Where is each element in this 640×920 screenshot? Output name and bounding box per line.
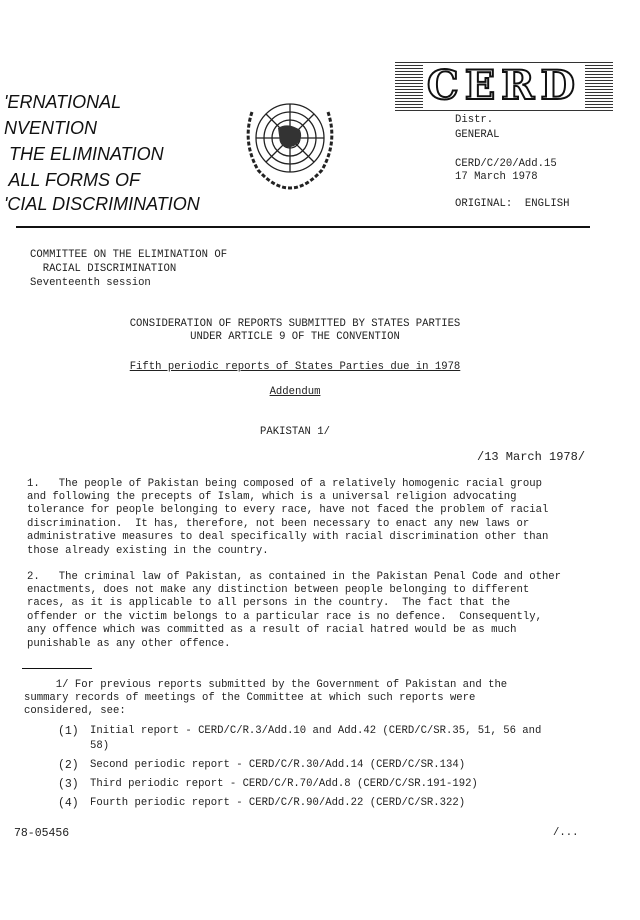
committee-line: RACIAL DISCRIMINATION: [30, 263, 177, 275]
footnote-item-number: (4): [58, 797, 79, 810]
header-divider: [16, 226, 590, 228]
text-line: and following the precepts of Islam, which is a universal religion advocating: [27, 491, 517, 503]
text-line: 1/ For previous reports submitted by the Government of Pakistan and the: [24, 679, 508, 691]
convention-title-line: ALL FORMS OF: [4, 170, 141, 190]
text-line: enactments, does not make any distinction between people belonging to different: [27, 584, 530, 596]
committee-line: COMMITTEE ON THE ELIMINATION OF: [30, 249, 228, 261]
cerd-logo: CERD: [395, 60, 613, 112]
text-line: any offence which was committed as a result of racial hatred would be as much: [27, 624, 517, 636]
text-line: discrimination. It has, therefore, not been necessary to enact any new laws or: [27, 518, 530, 530]
text-line: 2. The criminal law of Pakistan, as contained in the Pakistan Penal Code and other: [27, 571, 562, 583]
addendum-label: Addendum: [269, 386, 321, 398]
footnote-item-text: Second periodic report - CERD/C/R.30/Add.14 (CERD/C/SR.134): [90, 759, 466, 771]
footnote-item-number: (1): [58, 725, 79, 738]
footnote-item-text: 58): [90, 740, 110, 752]
text-line: summary records of meetings of the Committee at which such reports were: [24, 692, 476, 704]
text-line: considered, see:: [24, 705, 126, 717]
distribution-label: Distr.: [455, 114, 494, 126]
report-date: /13 March 1978/: [477, 450, 586, 464]
session-line: Seventeenth session: [30, 277, 151, 289]
convention-title-line: 'CIAL DISCRIMINATION: [4, 194, 200, 214]
convention-title-line: 'ERNATIONAL: [4, 92, 122, 112]
country-heading: PAKISTAN 1/: [260, 426, 330, 438]
document-symbol: CERD/C/20/Add.15: [455, 158, 557, 170]
footnote-item-text: Third periodic report - CERD/C/R.70/Add.8 (CERD/C/SR.191-192): [90, 778, 478, 790]
text-line: punishable as any other offence.: [27, 638, 231, 650]
footnote-item-number: (3): [58, 778, 79, 791]
un-emblem-icon: [238, 92, 342, 196]
heading-line: UNDER ARTICLE 9 OF THE CONVENTION: [190, 331, 400, 343]
footnote-item-text: Initial report - CERD/C/R.3/Add.10 and Add.42 (CERD/C/SR.35, 51, 56 and: [90, 725, 542, 737]
text-line: those already existing in the country.: [27, 545, 269, 557]
document-date: 17 March 1978: [455, 171, 538, 183]
footnote-item-text: Fourth periodic report - CERD/C/R.90/Add.22 (CERD/C/SR.322): [90, 797, 466, 809]
job-number: 78-05456: [14, 827, 70, 840]
text-line: offender or the victim belongs to a particular race is no defence. Consequently,: [27, 611, 542, 623]
convention-title-line: THE ELIMINATION: [4, 144, 164, 164]
continuation-mark: /...: [553, 827, 579, 839]
heading-line: CONSIDERATION OF REPORTS SUBMITTED BY STATES PARTIES: [129, 318, 461, 330]
footnote-item-number: (2): [58, 759, 79, 772]
text-line: administrative measures to deal specifically with racial discrimination other than: [27, 531, 549, 543]
original-language: ORIGINAL: ENGLISH: [455, 198, 570, 210]
convention-title-line: NVENTION: [4, 118, 98, 138]
text-line: races, as it is applicable to all persons in the country. The fact that the: [27, 597, 511, 609]
footnote-divider: [22, 668, 92, 669]
text-line: tolerance for people belonging to every race, have not faced the problem of racial: [27, 504, 549, 516]
text-line: 1. The people of Pakistan being composed of a relatively homogenic racial group: [27, 478, 542, 490]
subtitle: Fifth periodic reports of States Parties due in 1978: [129, 361, 461, 373]
distribution-value: GENERAL: [455, 129, 500, 141]
